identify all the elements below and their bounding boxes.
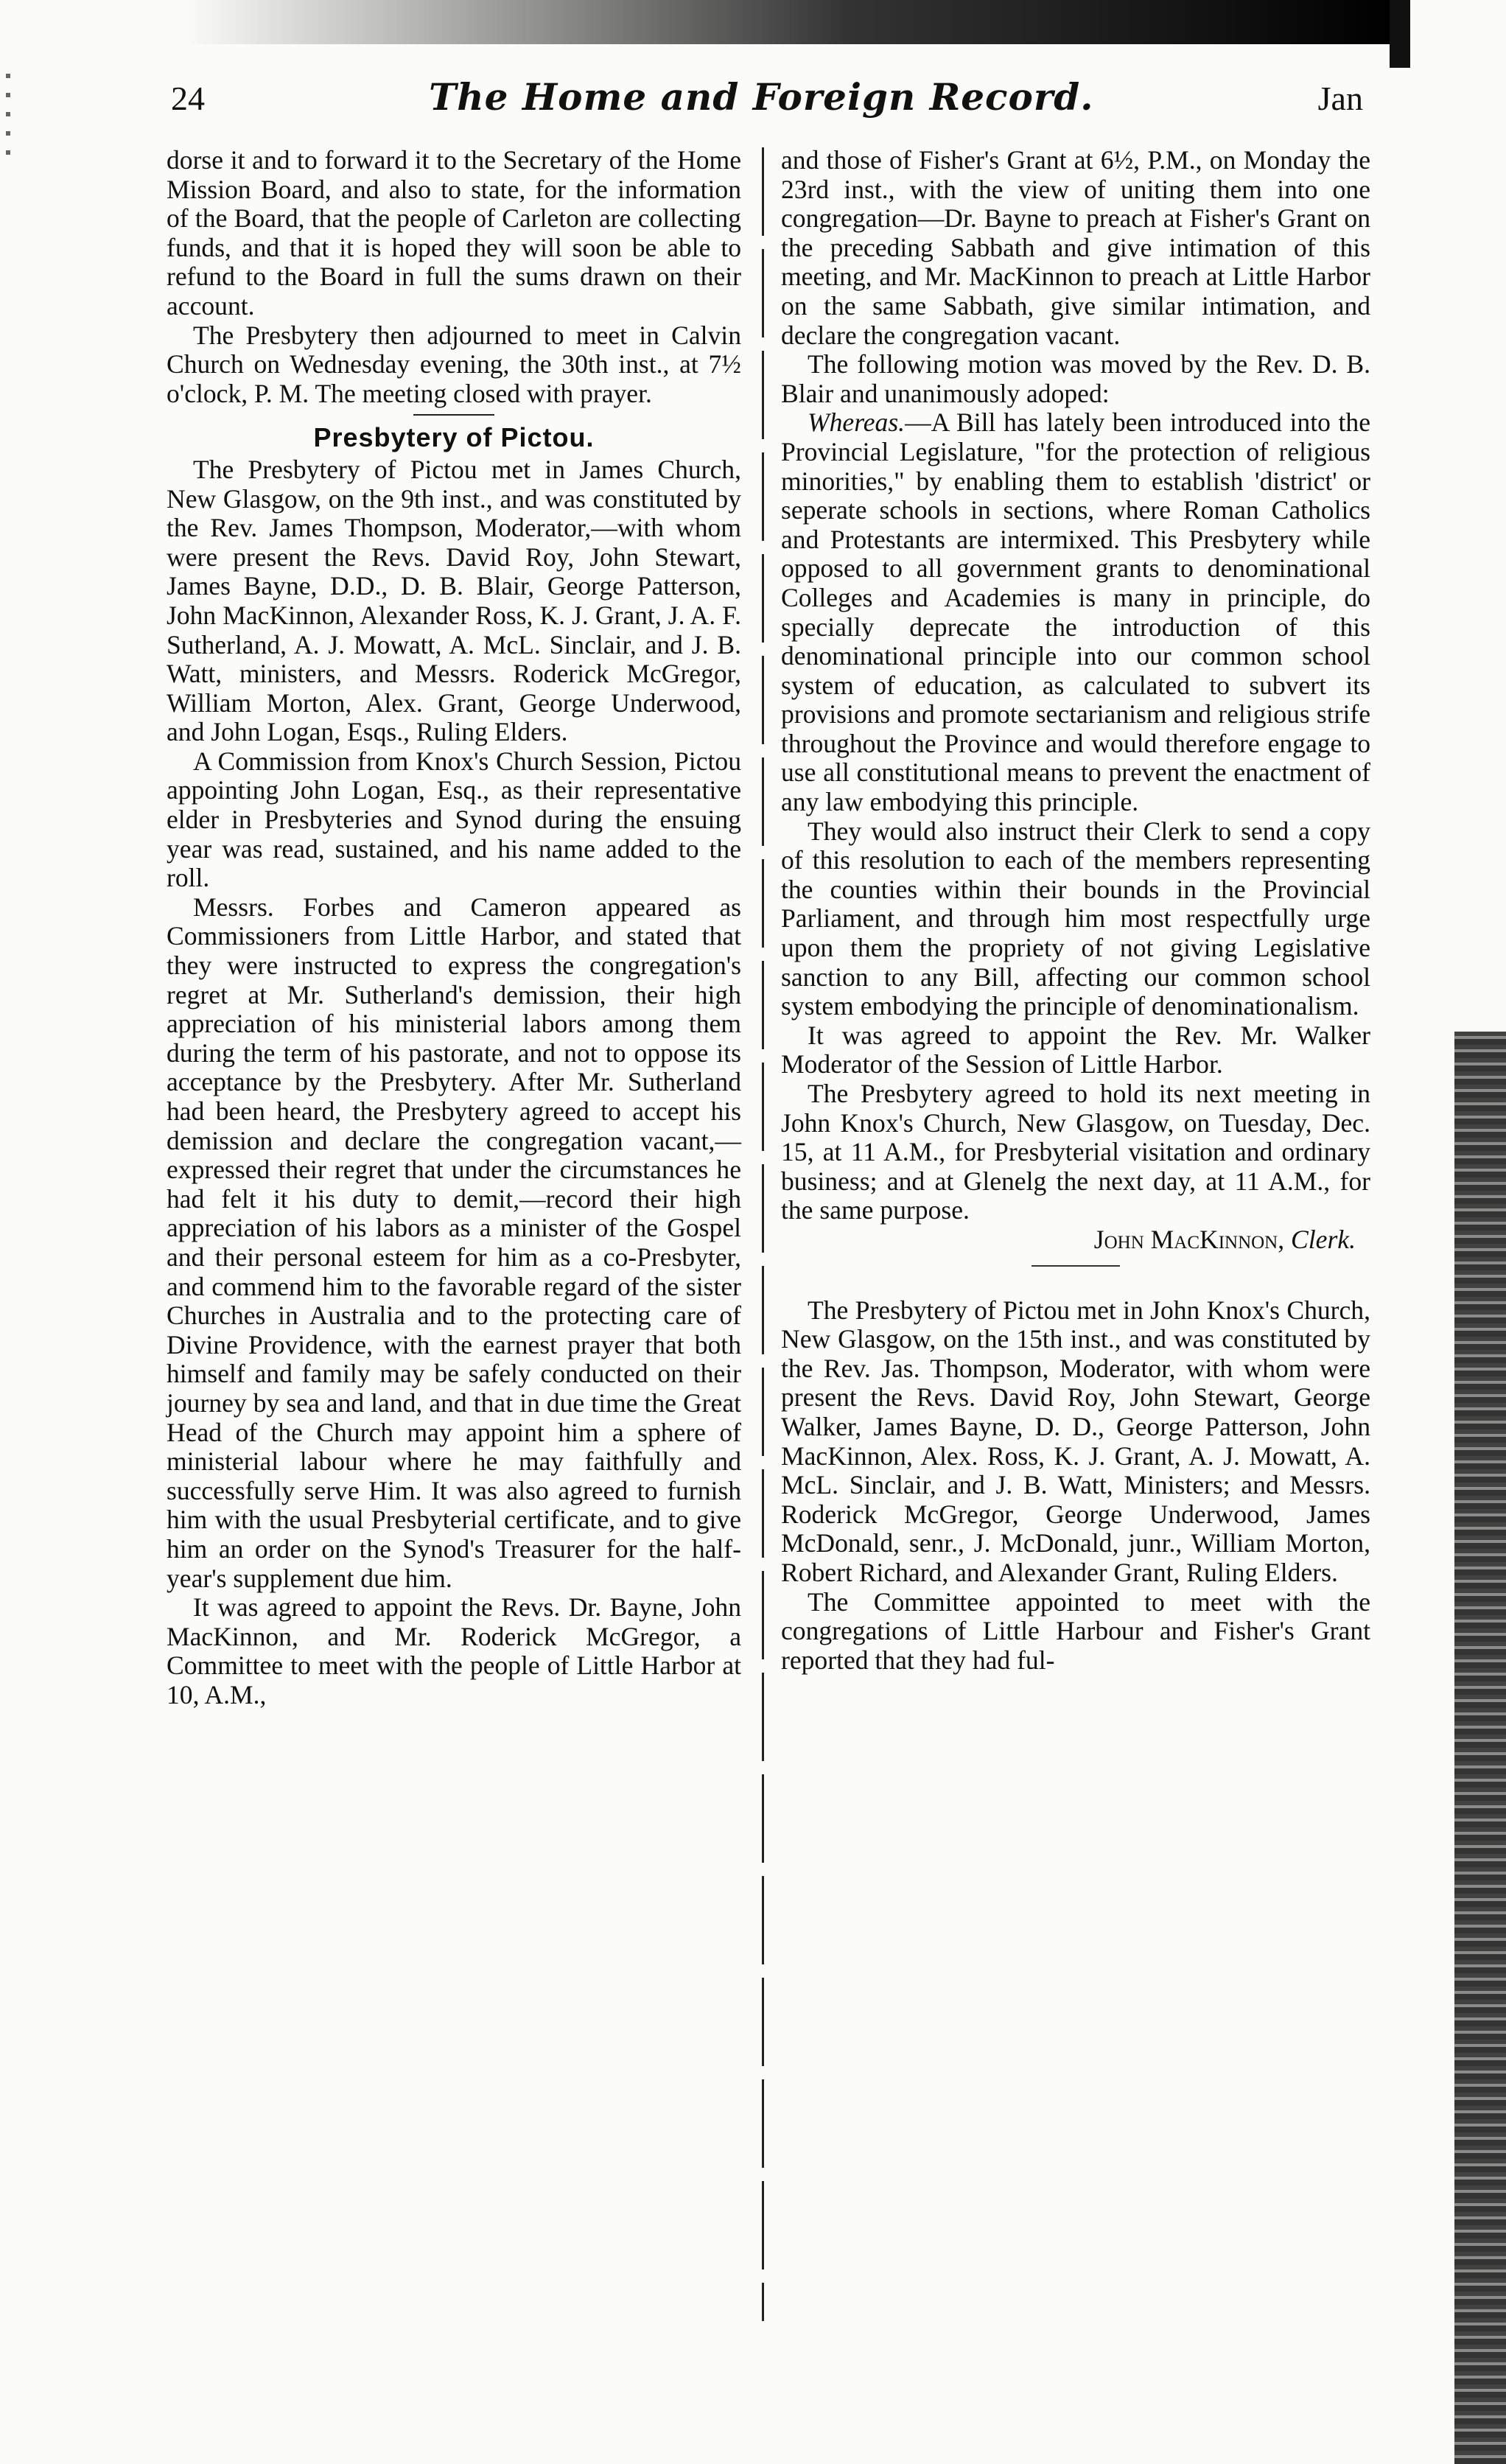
running-month: Jan [1317,80,1363,117]
page-number: 24 [171,80,205,117]
page-header [171,75,1363,127]
clerk-signature [781,1225,1370,1255]
paragraph: Messrs. Forbes and Cameron appeared as Commissioners from Little Harbor, and stated that they were instructed to express the congregation's regret at Mr. Sutherland's demission, their high appreciation of his ministerial labors among them during the term of his pastorate, and not to oppose its acceptance by the Presbytery. After Mr. Sutherland had been heard, the Presbytery agreed to accept his demission and declare the congregation vacant,—expressed their regret that under the circumstances he had felt it his duty to demit,—record their high appreciation of his labors as a minister of the Gospel and their personal esteem for him as a co-Presbyter, and commend him to the favorable regard of the sister Churches in Australia and to the protecting care of Divine Providence, with the earnest prayer that both himself and family may be safely conducted on their journey by sea and land, and that in due time the Great Head of the Church may appoint him a sphere of ministerial labour where he may faithfully and successfully serve Him. It was also agreed to furnish him with the usual Presbyterial certificate, and to give him an order on the Synod's Treasurer for the half-year's supplement due him. [167,892,741,1593]
scan-margin-marks [6,74,10,162]
right-column [781,146,1370,1675]
paragraph: The Committee appointed to meet with the congregations of Little Harbour and Fisher's Grant reported that they had ful- [781,1586,1370,1675]
paragraph: dorse it and to forward it to the Secretary of the Home Mission Board, and also to state, for the information of the Board, that the people of Carleton are collecting funds, and that it is hoped they will soon be able to refund to the Board in full the sums drawn on their account. [167,145,741,321]
paragraph: The Presbytery agreed to hold its next meeting in John Knox's Church, New Glasgow, on Tuesday, Dec. 15, at 11 A.M., for Presbyterial visitation and ordinary business; and at Glenelg the next day, at 11 A.M., for the same purpose. [781,1079,1370,1225]
whereas-text: —A Bill has lately been introduced into the Provincial Legislature, "for the protection of religious minorities," by enabling them to establish 'district' or seperate schools in sections, where Roman Catholics and Protestants are intermixed. This Presbytery while opposed to all government grants to denominational Colleges and Academies is many in principle, do specially deprecate the introduction of this denominational principle into our common school system of education, as calculated to subvert its provisions and promote sectarianism and religious strife throughout the Province and would therefore engage to use all constitutional means to prevent the enactment of any law embodying this principle. [781,407,1370,817]
paragraph: The Presbytery then adjourned to meet in Calvin Church on Wednesday evening, the 30th inst., at 7½ o'clock, P. M. The meeting closed with prayer. [167,320,741,408]
paragraph: It was agreed to appoint the Rev. Mr. Walker Moderator of the Session of Little Harbor. [781,1020,1370,1079]
paragraph: The following motion was moved by the Rev. D. B. Blair and unanimously adoped: [781,349,1370,408]
paragraph: They would also instruct their Clerk to send a copy of this resolution to each of the members representing the counties within their bounds in the Provincial Parliament, and through him most respectfully urge upon them the propriety of not giving Legislative sanction to any Bill, affecting our common school system embodying the principle of denominationalism. [781,816,1370,1021]
section-heading: Presbytery of Pictou. [313,422,595,453]
paragraph: It was agreed to appoint the Revs. Dr. Bayne, John MacKinnon, and Mr. Roderick McGregor, a Committee to meet with the people of Little Harbor at 10, A.M., [167,1592,741,1709]
paragraph [781,408,1370,816]
section-rule [413,414,494,416]
paragraph: A Commission from Knox's Church Session, Pictou appointing John Logan, Esq., as their representative elder in Presbyteries and Synod during the ensuing year was read, sustained, and his name added to the roll. [167,746,741,893]
paragraph: The Presbytery of Pictou met in James Church, New Glasgow, on the 9th inst., and was constituted by the Rev. James Thompson, Moderator,—with whom were present the Revs. David Roy, John Stewart, James Bayne, D.D., D. B. Blair, George Patterson, John MacKinnon, Alexander Ross, K. J. Grant, J. A. F. Sutherland, A. J. Mowatt, A. McL. Sinclair, and J. B. Watt, ministers, and Messrs. Roderick McGregor, William Morton, Alex. Grant, George Underwood, and John Logan, Esqs., Ruling Elders. [167,454,741,747]
whereas-lead: Whereas. [808,407,906,438]
paragraph: and those of Fisher's Grant at 6½, P.M., on Monday the 23rd inst., with the view of uniting them into one congregation—Dr. Bayne to preach at Fisher's Grant on the preceding Sabbath and give intimation of this meeting, and Mr. MacKinnon to preach at Little Harbor on the same Sabbath, give similar intimation, and declare the congregation vacant. [781,145,1370,350]
left-column [167,146,741,1709]
section-rule [1032,1265,1120,1267]
paragraph: The Presbytery of Pictou met in John Knox's Church, New Glasgow, on the 15th inst., and was constituted by the Rev. Jas. Thompson, Moderator, with whom were present the Revs. David Roy, John Stewart, George Walker, James Bayne, D. D., George Patterson, John MacKinnon, Alex. Ross, K. J. Grant, A. J. Mowatt, A. McL. Sinclair, and J. B. Watt, Ministers; and Messrs. Roderick McGregor, George Underwood, James McDonald, senr., J. McDonald, junr., William Morton, Robert Richard, and Alexander Grant, Ruling Elders. [781,1295,1370,1587]
scan-top-bar-tail [1390,0,1410,68]
signature-name: John MacKinnon, [1093,1224,1285,1254]
journal-title: The Home and Foreign Record. [429,75,1094,119]
scan-top-bar [184,0,1393,44]
signature-role: Clerk. [1291,1224,1356,1254]
column-divider [762,147,764,2321]
scan-right-edge [1454,1032,1506,2464]
